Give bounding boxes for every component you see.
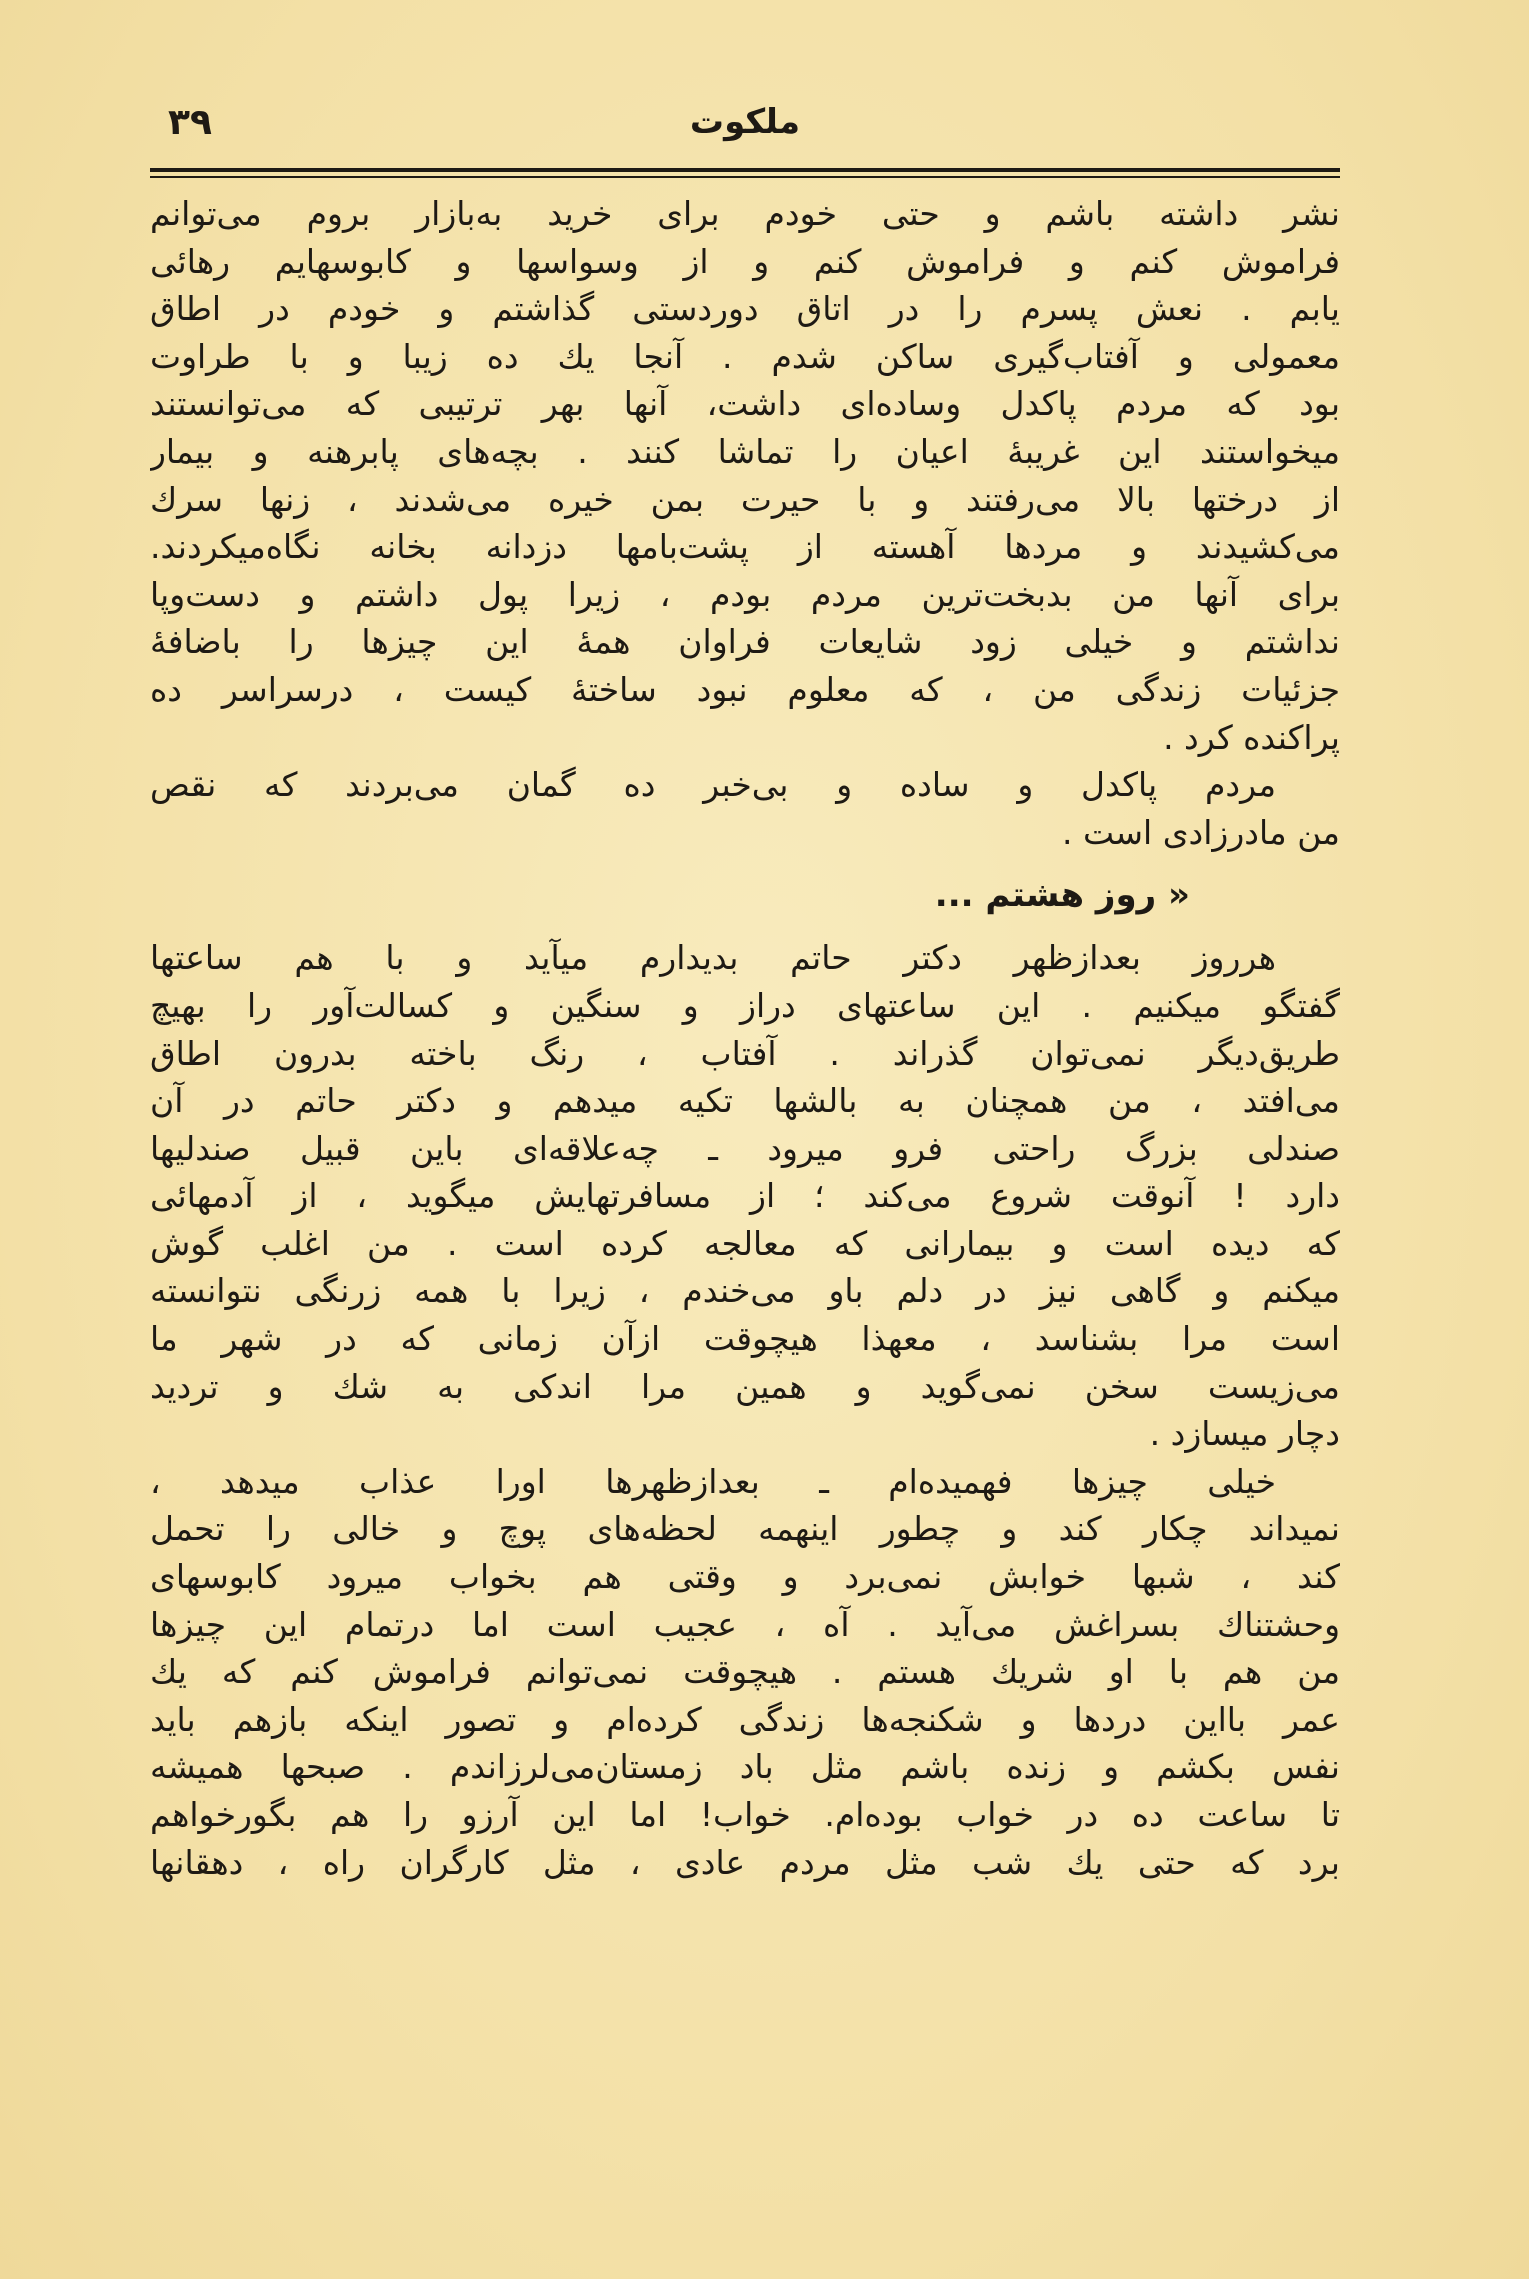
text-line: از درختها بالا می‌رفتند و با حیرت بمن خیره می‌شدند ، زنها سرك xyxy=(150,479,1340,519)
text-line: من هم با او شریك هستم . هیچوقت نمی‌توانم فراموش کنم که یك xyxy=(150,1652,1340,1692)
text-line: کند ، شبها خوابش نمی‌برد و وقتی هم بخواب میرود کابوسهای xyxy=(150,1557,1340,1597)
text-line: گفتگو میکنیم . این ساعتهای دراز و سنگین و کسالت‌آور را بهیچ xyxy=(150,985,1340,1025)
text-line: که دیده است و بیمارانی که معالجه کرده است . من اغلب گوش xyxy=(150,1223,1340,1263)
text-line: برای آنها من بدبخت‌ترین مردم بودم ، زیرا پول داشتم و دست‌وپا xyxy=(150,574,1340,614)
page-number: ۳۹ xyxy=(168,102,212,143)
paragraph xyxy=(150,934,1340,1458)
text-line: وحشتناك بسراغش می‌آید . آه ، عجیب است اما درتمام این چیزها xyxy=(150,1604,1340,1644)
text-line: میکنم و گاهی نیز در دلم باو می‌خندم ، زیرا با همه زرنگی نتوانسته xyxy=(150,1271,1340,1311)
running-title: ملکوت xyxy=(689,102,801,142)
paragraph xyxy=(150,190,1340,761)
text-line: خیلی چیزها فهمیده‌ام ـ بعدازظهرها اورا عذاب میدهد ، xyxy=(150,1461,1276,1501)
text-line: تا ساعت ده در خواب بوده‌ام. خواب! اما این آرزو را هم بگورخواهم xyxy=(150,1795,1340,1834)
text-line: برد که حتی یك شب مثل مردم عادی ، مثل کارگران راه ، دهقانها xyxy=(150,1842,1340,1882)
section-heading: « روز هشتم ... xyxy=(934,875,1190,916)
paragraph xyxy=(150,761,1340,856)
paragraph xyxy=(150,1458,1340,1886)
text-line: بود که مردم پاکدل وساده‌ای داشت، آنها بهر ترتیبی که می‌توانستند xyxy=(150,384,1340,424)
text-line: من مادرزادی است . xyxy=(1062,812,1340,852)
text-line: دارد ! آنوقت شروع می‌کند ؛ از مسافرتهایش میگوید ، از آدمهائی xyxy=(150,1176,1340,1216)
header-rule-thick xyxy=(150,168,1340,172)
text-line: نشر داشته باشم و حتی خودم برای خرید به‌بازار بروم می‌توانم xyxy=(150,194,1340,233)
text-line: فراموش کنم و فراموش کنم و از وسواسها و کابوسهایم رهائی xyxy=(150,241,1340,281)
text-line: معمولی و آفتاب‌گیری ساکن شدم . آنجا یك ده زیبا و با طراوت xyxy=(150,336,1340,376)
text-line: است مرا بشناسد ، معهذا هیچوقت ازآن زمانی که در شهر ما xyxy=(150,1319,1340,1359)
text-line: نداشتم و خیلی زود شایعات فراوان همهٔ این چیزها را باضافهٔ xyxy=(150,622,1340,662)
text-line: یابم . نعش پسرم را در اتاق دوردستی گذاشتم و خودم در اطاق xyxy=(150,289,1340,329)
header-rule-thin xyxy=(150,176,1340,178)
text-line: هرروز بعدازظهر دکتر حاتم بدیدارم میآید و با هم ساعتها xyxy=(150,938,1276,978)
text-line: عمر بااین دردها و شکنجه‌ها زندگی کرده‌ام و تصور اینکه بازهم باید xyxy=(150,1699,1340,1739)
text-line: نفس بکشم و زنده باشم مثل باد زمستان‌می‌لرزاندم . صبحها همیشه xyxy=(150,1747,1340,1787)
text-line: می‌افتد ، من همچنان به بالشها تکیه میدهم و دکتر حاتم در آن xyxy=(150,1081,1340,1121)
text-line: دچار میسازد . xyxy=(1149,1414,1340,1454)
body-text xyxy=(150,190,1340,1886)
text-line: می‌زیست سخن نمی‌گوید و همین مرا اندکی به شك و تردید xyxy=(150,1366,1340,1406)
text-line: می‌کشیدند و مردها آهسته از پشت‌بامها دزدانه بخانه نگاه‌میکردند. xyxy=(150,527,1340,567)
text-line: میخواستند این غریبهٔ اعیان را تماشا کنند . بچه‌های پابرهنه و بیمار xyxy=(150,431,1340,471)
text-line: صندلی بزرگ راحتی فرو میرود ـ چه‌علاقه‌ای باین قبیل صندلیها xyxy=(150,1128,1340,1168)
text-line: جزئیات زندگی من ، که معلوم نبود ساختهٔ کیست ، درسراسر ده xyxy=(150,669,1340,709)
text-line: نمیداند چکار کند و چطور اینهمه لحظه‌های پوچ و خالی را تحمل xyxy=(150,1509,1340,1549)
text-line: طریق‌دیگر نمی‌توان گذراند . آفتاب ، رنگ باخته بدرون اطاق xyxy=(150,1033,1340,1073)
text-line: پراکنده کرد . xyxy=(1163,717,1340,757)
page-header xyxy=(150,100,1340,156)
text-line: مردم پاکدل و ساده و بی‌خبر ده گمان می‌بردند که نقص xyxy=(150,765,1276,805)
